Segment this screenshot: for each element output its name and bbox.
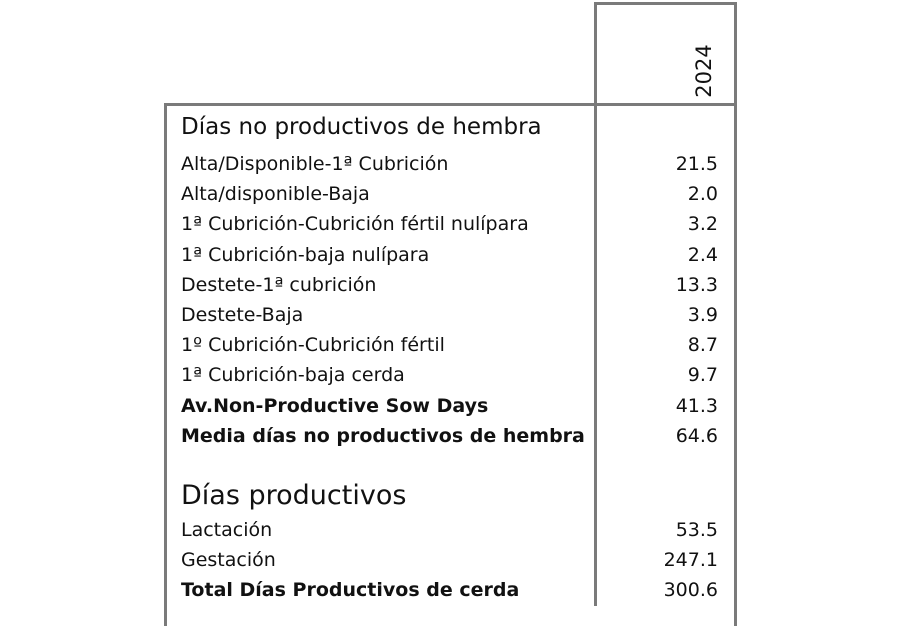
table-row-label: Gestación xyxy=(181,549,276,571)
table-row-label: Alta/Disponible-1ª Cubrición xyxy=(181,153,449,175)
table-row-value: 13.3 xyxy=(675,273,718,296)
table-row-value: 41.3 xyxy=(675,394,718,417)
table-row-label: 1º Cubrición-Cubrición fértil xyxy=(181,334,445,357)
table-row-label: 1ª Cubrición-baja cerda xyxy=(181,364,405,387)
table-row-value: 9.7 xyxy=(687,364,718,387)
section-title-non-productive: Días no productivos de hembra xyxy=(181,114,542,140)
table-row-value: 64.6 xyxy=(675,424,718,447)
table-row-label: 1ª Cubrición-baja nulípara xyxy=(181,243,430,266)
table-row-value: 2.4 xyxy=(687,243,718,266)
section-title-productive: Días productivos xyxy=(181,480,407,511)
table-row-value: 3.2 xyxy=(687,213,718,236)
table-row-label: Destete-1ª cubrición xyxy=(181,273,377,296)
table-row-value: 3.9 xyxy=(687,304,718,326)
year-header-label: 2024 xyxy=(692,44,716,98)
table-row-label: Lactación xyxy=(181,519,273,541)
table-row-label: Alta/disponible-Baja xyxy=(181,183,370,206)
table-row-value: 53.5 xyxy=(675,519,718,541)
table-row-label: Av.Non-Productive Sow Days xyxy=(181,394,489,417)
table-row-value: 8.7 xyxy=(687,334,718,357)
table-row-label: Destete-Baja xyxy=(181,304,304,326)
table-row-value: 247.1 xyxy=(663,549,718,571)
table-row-value: 21.5 xyxy=(675,153,718,175)
year-column-header xyxy=(684,40,724,102)
table-row-label: Media días no productivos de hembra xyxy=(181,424,585,447)
table-row-label: 1ª Cubrición-Cubrición fértil nulípara xyxy=(181,213,529,236)
table-row-value: 2.0 xyxy=(687,183,718,206)
table-row-label: Total Días Productivos de cerda xyxy=(181,579,520,601)
column-divider xyxy=(594,106,597,606)
table-row-value: 300.6 xyxy=(663,579,718,601)
